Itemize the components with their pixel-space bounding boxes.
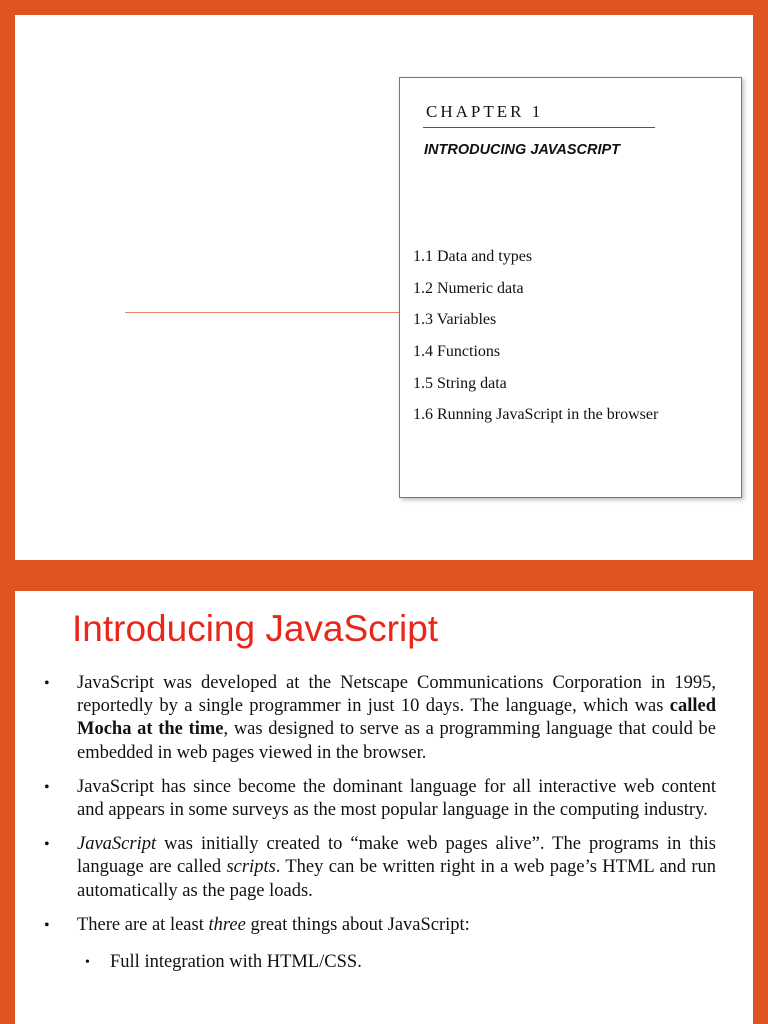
- sub-bullet-list: [77, 951, 716, 974]
- chapter-box: [399, 77, 742, 498]
- bullet-text: was initially created to “make web pages alive”. The programs in this language are called: [77, 834, 716, 878]
- bullet-marker: •: [85, 955, 90, 971]
- connector-line: [125, 312, 400, 313]
- toc-item: 1.2 Numeric data: [413, 279, 524, 297]
- bullet-italic-text: three: [208, 914, 246, 935]
- toc-item: 1.5 String data: [413, 374, 507, 392]
- bullet-marker: •: [44, 675, 50, 692]
- bullet-marker: •: [44, 778, 50, 796]
- bullet-text: JavaScript has since become the dominant language for all interactive web content and appears in some surveys as the most popular language in the computing industry.: [77, 776, 716, 821]
- toc-item: 1.3 Variables: [413, 311, 497, 329]
- chapter-label: CHAPTER 1: [426, 102, 544, 121]
- toc-item: 1.1 Data and types: [413, 248, 533, 265]
- bullet-bold-text: called Mocha at the time: [77, 696, 716, 740]
- sub-bullet-text: Full integration with HTML/CSS.: [110, 952, 362, 973]
- table-of-contents: [413, 246, 658, 436]
- chapter-divider: [423, 127, 655, 128]
- bullet-text: , was designed to serve as a programming language that could be embedded in web pages viewed in the browser.: [77, 719, 716, 763]
- bullet-text: great things about JavaScript:: [245, 914, 470, 935]
- bullet-marker: •: [44, 916, 50, 934]
- bullet-text: . They can be written right in a web page’s HTML and run automatically as the page loads.: [77, 857, 716, 901]
- slide-introducing-javascript: [15, 591, 753, 1024]
- bullet-list: [40, 672, 716, 985]
- bullet-item: [40, 776, 716, 822]
- bullet-text: There are at least: [77, 914, 209, 935]
- bullet-italic-text: scripts: [226, 857, 276, 878]
- bullet-marker: •: [44, 836, 50, 854]
- bullet-text: JavaScript was developed at the Netscape Communications Corporation in 1995, reportedly by a single programmer in just 10 days. The language, which was: [77, 673, 716, 717]
- bullet-item: [40, 833, 716, 903]
- slide-title: Introducing JavaScript: [72, 608, 439, 649]
- bullet-item: [40, 672, 716, 765]
- toc-item: 1.4 Functions: [413, 343, 501, 361]
- chapter-subtitle: INTRODUCING JAVASCRIPT: [424, 142, 621, 158]
- slide-chapter-overview: [15, 15, 753, 560]
- sub-bullet-item: [77, 951, 716, 974]
- toc-item: 1.6 Running JavaScript in the browser: [413, 406, 659, 424]
- bullet-item: [40, 914, 716, 974]
- bullet-italic-text: JavaScript: [77, 834, 157, 855]
